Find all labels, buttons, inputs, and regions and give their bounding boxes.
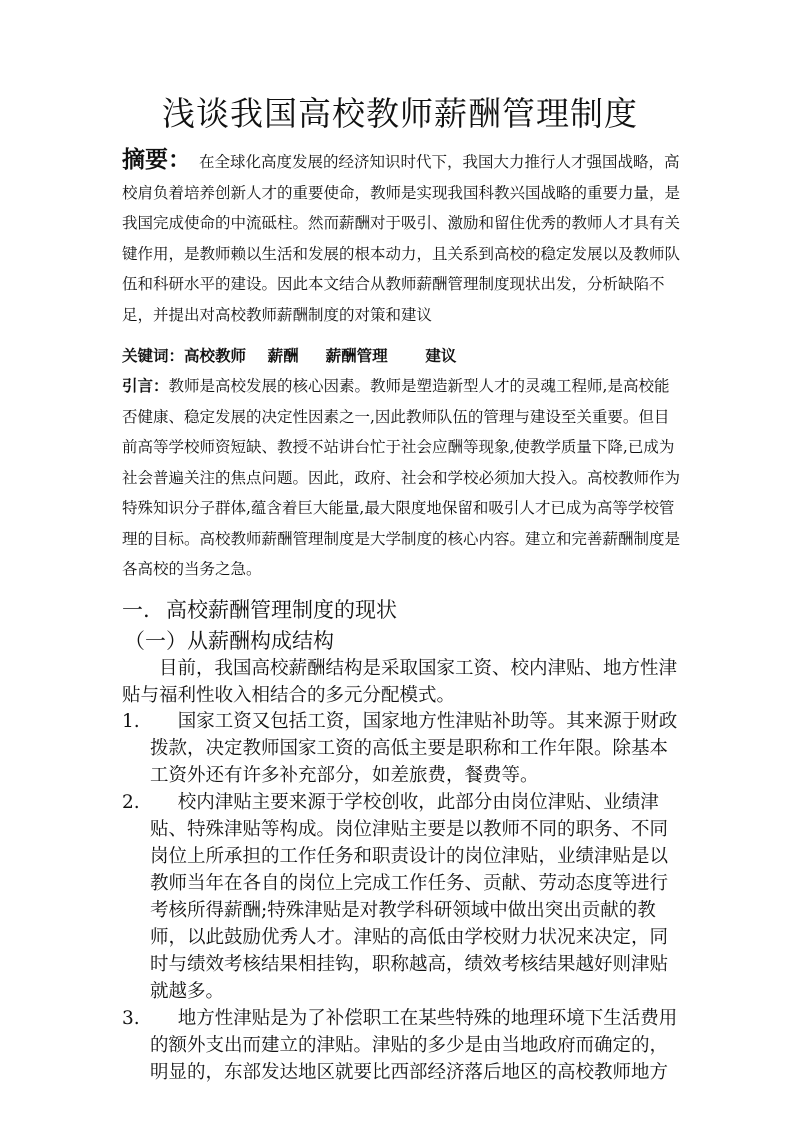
list-item-marker: 2. bbox=[122, 792, 140, 813]
list-item-text: 校内津贴主要来源于学校创收，此部分由岗位津贴、业绩津贴、特殊津贴等构成。岗位津贴主要是以教师不同的职务、不同岗位上所承担的工作任务和职责设计的岗位津贴，业绩津贴是以教师当年在各自的岗位上完成工作任务、贡献、劳动态度等进行考核所得薪酬;特殊津贴是对教学科研领域中做出突出贡献的教师，以此鼓励优秀人才。津贴的高低由学校财力状况来决定，同时与绩效考核结果相挂钩，职称越高，绩效考核结果越好则津贴就越多。 bbox=[150, 792, 669, 1002]
intro-section bbox=[122, 371, 682, 585]
section-number: 一. bbox=[122, 598, 150, 622]
intro-text: 教师是高校发展的核心因素。教师是塑造新型人才的灵魂工程师,是高校能否健康、稳定发展的决定性因素之一,因此教师队伍的管理与建设至关重要。但目前高等学校师资短缺、教授不站讲台忙于社会应酬等现象,使教学质量下降,已成为社会普遍关注的焦点问题。因此，政府、社会和学校必须加大投入。高校教师作为特殊知识分子群体,蕴含着巨大能量,最大限度地保留和吸引人才已成为高等学校管理的目标。高校教师薪酬管理制度是大学制度的核心内容。建立和完善薪酬制度是各高校的当务之急。 bbox=[122, 377, 681, 578]
body-paragraph: 目前，我国高校薪酬结构是采取国家工资、校内津贴、地方性津贴与福利性收入相结合的多元分配模式。 bbox=[122, 658, 678, 706]
document-title: 浅谈我国高校教师薪酬管理制度 bbox=[162, 94, 638, 133]
numbered-list bbox=[122, 708, 682, 1086]
list-item bbox=[122, 708, 682, 789]
section-title: 高校薪酬管理制度的现状 bbox=[166, 598, 397, 622]
section-heading bbox=[122, 595, 397, 625]
list-item-text: 地方性津贴是为了补偿职工在某些特殊的地理环境下生活费用的额外支出而建立的津贴。津贴的多少是由当地政府而确定的，明显的，东部发达地区就要比西部经济落后地区的高校教师地方 bbox=[150, 1008, 678, 1083]
intro-label: 引言： bbox=[122, 376, 169, 395]
keywords-line: 关键词：高校教师 薪酬 薪酬管理 建议 bbox=[122, 346, 457, 365]
list-item-text: 国家工资又包括工资，国家地方性津贴补助等。其来源于财政拨款，决定教师国家工资的高低主要是职称和工作年限。除基本工资外还有许多补充部分，如差旅费，餐费等。 bbox=[150, 711, 678, 786]
abstract-section bbox=[122, 145, 682, 330]
abstract-text: 在全球化高度发展的经济知识时代下，我国大力推行人才强国战略，高校肩负着培养创新人才的重要使命，教师是实现我国科教兴国战略的重要力量，是我国完成使命的中流砥柱。然而薪酬对于吸引、激励和留住优秀的教师人才具有关键作用，是教师赖以生活和发展的根本动力，且关系到高校的稳定发展以及教师队伍和科研水平的建设。因此本文结合从教师薪酬管理制度现状出发，分析缺陷不足，并提出对高校教师薪酬制度的对策和建议 bbox=[122, 153, 681, 324]
list-item-marker: 3. bbox=[122, 1008, 140, 1029]
abstract-paragraph bbox=[122, 145, 682, 330]
list-item bbox=[122, 1005, 682, 1086]
abstract-label: 摘要： bbox=[122, 146, 191, 173]
intro-paragraph bbox=[122, 371, 682, 585]
subsection-heading: （一）从薪酬构成结构 bbox=[124, 629, 334, 653]
list-item-marker: 1. bbox=[122, 711, 140, 732]
list-item bbox=[122, 789, 682, 1005]
